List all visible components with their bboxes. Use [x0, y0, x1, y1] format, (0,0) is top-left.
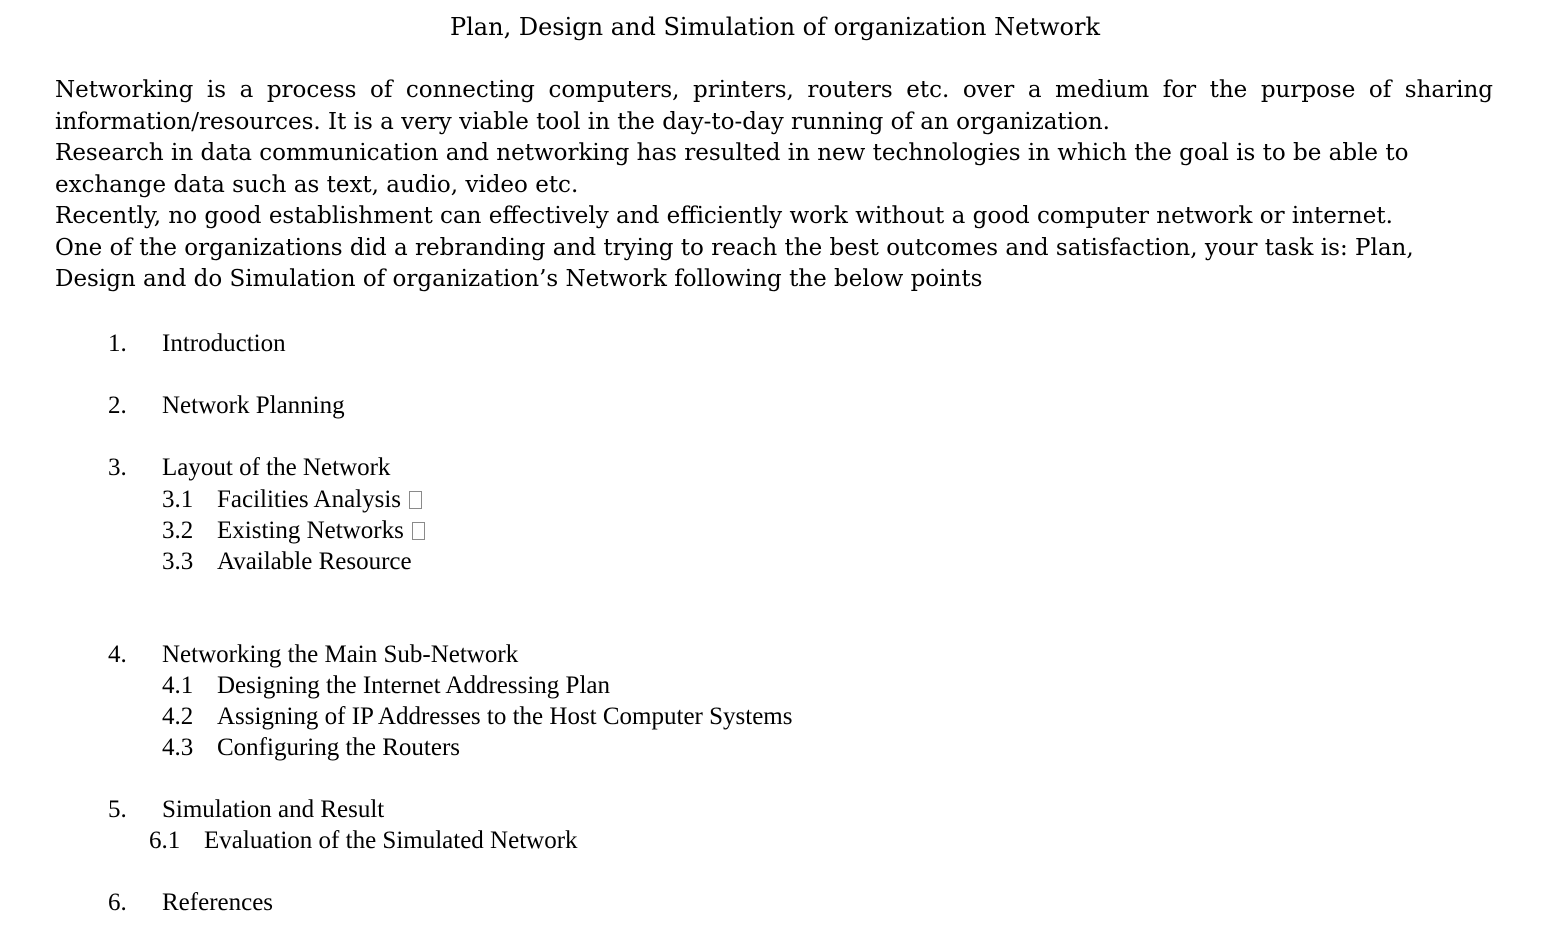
intro-paragraph-3: Recently, no good establishment can effectively and efficiently work without a good computer network or internet. [55, 203, 1393, 229]
outline-item-number: 5. [108, 796, 127, 823]
outline-subitem-label: Evaluation of the Simulated Network [204, 827, 578, 854]
outline-item-number: 1. [108, 330, 127, 357]
outline-item-number: 4. [108, 641, 127, 668]
outline-subitem-label [217, 515, 425, 546]
intro-paragraph-1: Networking is a process of connecting computers, printers, routers etc. over a medium for the purpose of sharing information/resources. It is a very viable tool in the day-to-day running of an organization. [55, 77, 1493, 135]
outline-item-number: 2. [108, 392, 127, 419]
intro-paragraph-4: One of the organizations did a rebranding and trying to reach the best outcomes and satisfaction, your task is: Plan, Design and do Simulation of organization’s Network following the below points [55, 234, 1414, 292]
outline-subitem-label: Available Resource [217, 548, 412, 575]
outline-subitem-number: 3.2 [162, 517, 194, 544]
outline-item-label: Layout of the Network [162, 454, 391, 481]
outline-subitem-number: 4.3 [162, 734, 194, 761]
outline-subitem-number: 6.1 [149, 827, 181, 854]
outline-subitem-text: Facilities Analysis [217, 486, 402, 513]
outline-subitem-label: Designing the Internet Addressing Plan [217, 672, 610, 699]
intro-paragraph-2: Research in data communication and networking has resulted in new technologies in which the goal is to be able to exchange data such as text, audio, video etc. [55, 140, 1409, 198]
outline-subitem-label: Assigning of IP Addresses to the Host Computer Systems [217, 703, 793, 730]
document-title: Plan, Design and Simulation of organization Network [449, 13, 1100, 41]
outline-subitem-number: 3.1 [162, 486, 194, 513]
outline-item-label: Simulation and Result [162, 796, 385, 823]
outline-subitem-number: 4.1 [162, 672, 194, 699]
missing-glyph-box-icon [409, 491, 422, 509]
outline-item-label: Network Planning [162, 392, 345, 419]
outline-item-number: 3. [108, 454, 127, 481]
intro-text [55, 75, 1493, 296]
outline-subitem-number: 4.2 [162, 703, 194, 730]
outline-item-number: 6. [108, 889, 127, 916]
outline-subitem-label: Configuring the Routers [217, 734, 461, 761]
outline-subitem-label [217, 484, 422, 515]
missing-glyph-box-icon [412, 522, 425, 540]
outline-item-label: Introduction [162, 330, 286, 357]
outline-item-label: References [162, 889, 274, 916]
outline-subitem-text: Existing Networks [217, 517, 404, 544]
outline-item-label: Networking the Main Sub-Network [162, 641, 519, 668]
outline-subitem-number: 3.3 [162, 548, 194, 575]
